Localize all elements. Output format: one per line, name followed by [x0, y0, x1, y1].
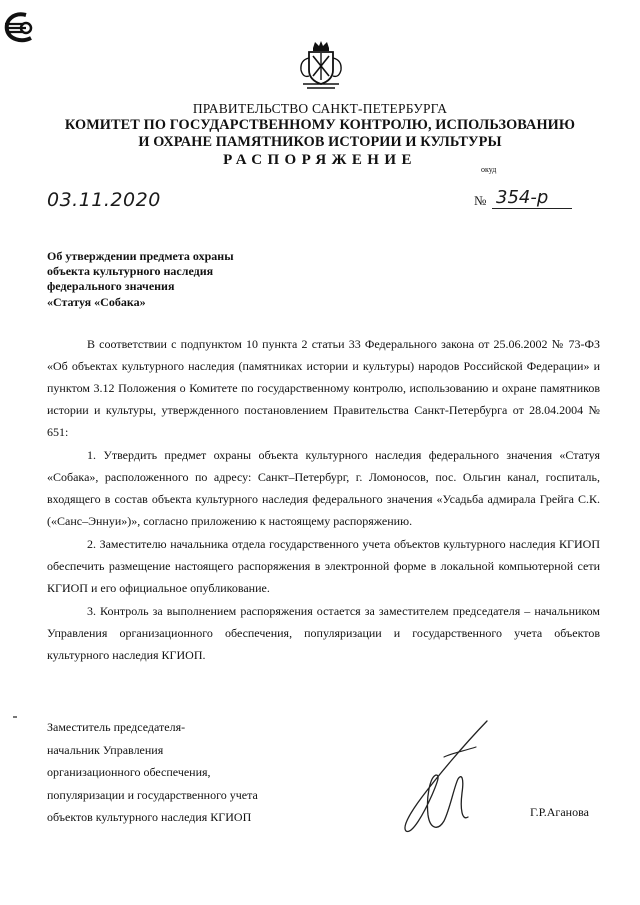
item-2-paragraph: 2. Заместителю начальника отдела государственного учета объектов культурного наследия КГИОП обеспечить размещение настоящего распоряжения в электронной форме в локальной компьютерной сети КГИОП и его официальное опубликование.: [47, 537, 600, 595]
item-1-paragraph: 1. Утвердить предмет охраны объекта культурного наследия федерального значения «Статуя «Собака», расположенного по адресу: Санкт–Петербург, г. Ломоносов, пос. Ольгин канал, госпиталь, входящего в состав объекта культурного наследия федерального значения «Усадьба адмирала Грейга С.К. («Санс–Эннуи»)», согласно приложению к настоящему распоряжению.: [47, 448, 600, 528]
signer-title-line: популяризации и государственного учета: [47, 787, 258, 802]
number-sign: №: [474, 193, 487, 208]
signer-title-line: Заместитель председателя-: [47, 720, 186, 734]
signer-title-line: объектов культурного наследия КГИОП: [47, 810, 252, 824]
item-3-paragraph: 3. Контроль за выполнением распоряжения остается за заместителем председателя – начальником Управления организационного обеспечения, популяризации и государственного учета объектов культурного наследия КГИОП.: [47, 604, 600, 662]
signer-title-line: организационного обеспечения,: [47, 765, 211, 779]
signer-title-line: начальник Управления: [47, 742, 164, 757]
logo-icon: [4, 12, 40, 44]
committee-name-line2: И ОХРАНЕ ПАМЯТНИКОВ ИСТОРИИ И КУЛЬТУРЫ: [138, 133, 502, 150]
committee-name-line1: КОМИТЕТ ПО ГОСУДАРСТВЕННОМУ КОНТРОЛЮ, ИСПОЛЬЗОВАНИЮ: [64, 117, 576, 133]
subject-line: Об утверждении предмета охраны: [47, 249, 234, 263]
subject-line: объекта культурного наследия: [47, 264, 214, 279]
document-date: 03.11.2020: [47, 189, 161, 211]
okud-label: окуд: [481, 165, 497, 174]
signer-name: Г.Р.Аганова: [530, 805, 589, 819]
government-title: ПРАВИТЕЛЬСТВО САНКТ-ПЕТЕРБУРГА: [192, 101, 448, 116]
subject-line: «Статуя «Собака»: [47, 294, 146, 309]
handwritten-signature: [392, 717, 502, 837]
coat-of-arms-icon: [295, 40, 347, 92]
subject-line: федерального значения: [47, 279, 175, 294]
document-body: [47, 333, 600, 666]
signer-title: [47, 716, 327, 829]
document-number: 354-р: [496, 187, 549, 208]
margin-mark: [13, 716, 17, 718]
document-type-title: РАСПОРЯЖЕНИЕ: [223, 152, 417, 168]
number-underline: [492, 208, 572, 209]
document-header: [0, 101, 640, 169]
document-subject: [47, 249, 307, 310]
preamble-paragraph: В соответствии с подпунктом 10 пункта 2 статьи 33 Федерального закона от 25.06.2002 № 73-ФЗ «Об объектах культурного наследия (памятниках истории и культуры) народов Российской Федерации» и пунктом 3.12 Положения о Комитете по государственному контролю, использованию и охране памятников истории и культуры, утвержденного постановлением Правительства Санкт-Петербурга от 28.04.2004 № 651:: [47, 337, 600, 439]
